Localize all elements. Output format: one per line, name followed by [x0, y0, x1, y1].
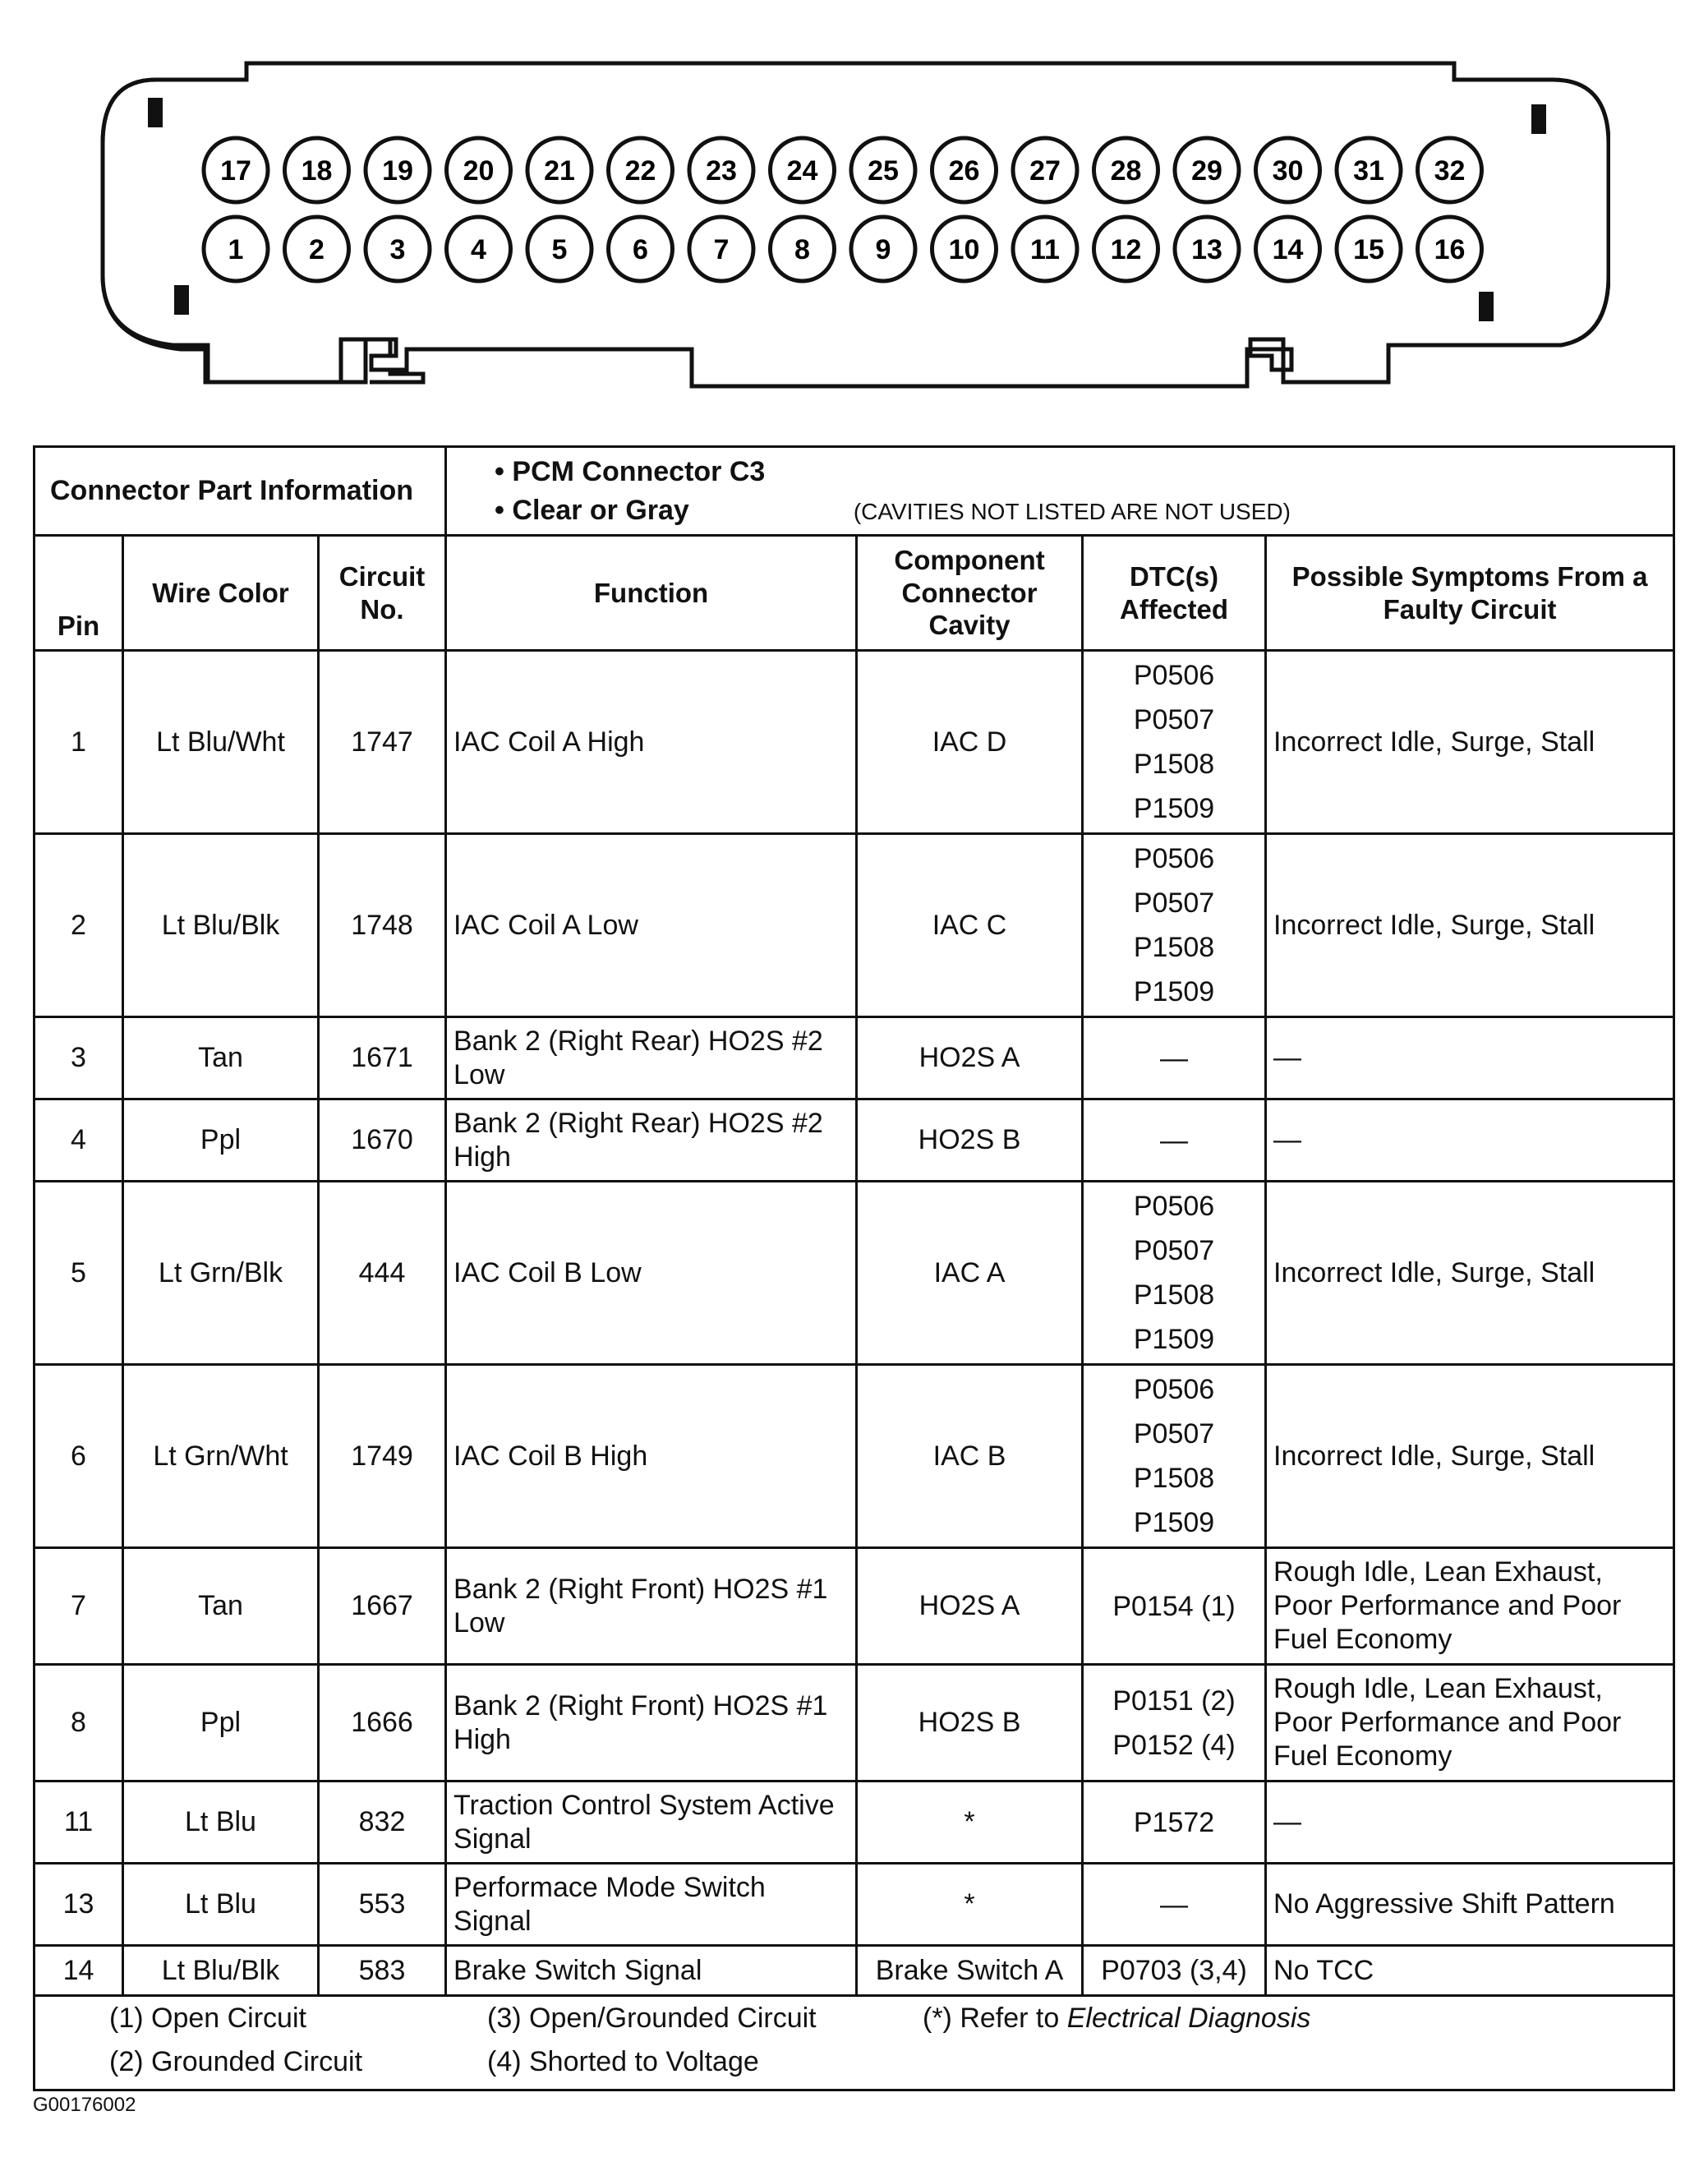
note-ref-italic: Electrical Diagnosis	[1066, 2003, 1311, 2034]
note-1: (1) Open Circuit	[109, 2003, 306, 2034]
circuit-cell: 1747	[319, 651, 446, 834]
cavity-cell: IAC B	[857, 1365, 1083, 1548]
pin-number: 12	[1110, 234, 1142, 265]
circuit-cell: 1667	[319, 1548, 446, 1665]
pin-number: 32	[1434, 155, 1466, 187]
table-row	[35, 1864, 1674, 1946]
part-info-label: Connector Part Information	[35, 447, 446, 536]
dtc-code: P0152 (4)	[1112, 1729, 1236, 1761]
unused-note: (CAVITIES NOT LISTED ARE NOT USED)	[853, 498, 1291, 524]
circuit-cell: 1666	[319, 1665, 446, 1782]
dtc-code: P0151 (2)	[1112, 1685, 1236, 1717]
pin-number: 3	[389, 234, 406, 265]
cavity-cell: HO2S A	[857, 1548, 1083, 1665]
cavity-cell: HO2S B	[857, 1099, 1083, 1182]
dtc-cell	[1083, 1782, 1266, 1864]
cavity-cell: IAC A	[857, 1182, 1083, 1365]
cavity-cell: *	[857, 1782, 1083, 1864]
dtc-cell	[1083, 834, 1266, 1017]
table-row	[35, 1665, 1674, 1782]
pin-cell: 11	[35, 1782, 123, 1864]
table-row	[35, 834, 1674, 1017]
dtc-cell	[1083, 1182, 1266, 1365]
wire-color-cell: Lt Grn/Blk	[123, 1182, 319, 1365]
function-cell: Bank 2 (Right Rear) HO2S #2 High	[446, 1099, 857, 1182]
table-row	[35, 1017, 1674, 1099]
symptoms-cell: Incorrect Idle, Surge, Stall	[1266, 651, 1674, 834]
latch-tab	[1531, 104, 1546, 134]
circuit-cell: 1670	[319, 1099, 446, 1182]
pin-cell: 3	[35, 1017, 123, 1099]
table-row	[35, 1946, 1674, 1996]
dtc-code: P0507	[1133, 1235, 1215, 1266]
cavity-cell: *	[857, 1864, 1083, 1946]
pin-number: 2	[309, 234, 325, 265]
pin-number: 5	[551, 234, 568, 265]
circuit-cell: 553	[319, 1864, 446, 1946]
function-cell: IAC Coil A Low	[446, 834, 857, 1017]
dtc-cell	[1083, 1864, 1266, 1946]
table-row	[35, 1182, 1674, 1365]
symptoms-cell: —	[1266, 1782, 1674, 1864]
symptoms-cell: —	[1266, 1099, 1674, 1182]
symptoms-cell: —	[1266, 1017, 1674, 1099]
wire-color-cell: Lt Blu	[123, 1782, 319, 1864]
dtc-cell	[1083, 651, 1266, 834]
dtc-code: P0506	[1133, 660, 1215, 691]
dtc-code: P1509	[1133, 976, 1215, 1007]
wire-color-cell: Lt Blu/Blk	[123, 1946, 319, 1996]
dtc-code: P0507	[1133, 887, 1215, 919]
wire-color-cell: Lt Grn/Wht	[123, 1365, 319, 1548]
dtc-code: P1508	[1133, 749, 1215, 780]
pin-cell: 6	[35, 1365, 123, 1548]
pin-number: 17	[220, 155, 251, 187]
table-row	[35, 1548, 1674, 1665]
dtc-cell	[1083, 1099, 1266, 1182]
circuit-cell: 444	[319, 1182, 446, 1365]
pin-number: 30	[1272, 155, 1304, 187]
note-ref-prefix: (*) Refer to	[923, 2003, 1067, 2034]
pin-number: 8	[794, 234, 810, 265]
dtc-code: P0507	[1133, 1418, 1215, 1450]
circuit-cell: 583	[319, 1946, 446, 1996]
dtc-code: —	[1160, 1124, 1189, 1156]
table-row	[35, 1365, 1674, 1548]
dtc-code: P0154 (1)	[1112, 1590, 1236, 1622]
pin-number: 21	[544, 155, 575, 187]
column-header-row	[35, 536, 1674, 651]
dtc-cell	[1083, 1365, 1266, 1548]
pin-cell: 1	[35, 651, 123, 834]
pin-cell: 7	[35, 1548, 123, 1665]
pin-number: 11	[1030, 234, 1060, 265]
dtc-code: P1509	[1133, 1507, 1215, 1538]
table-row	[35, 651, 1674, 834]
col-cavity: Component Connector Cavity	[857, 536, 1083, 651]
pin-number: 7	[713, 234, 730, 265]
function-cell: Performace Mode Switch Signal	[446, 1864, 857, 1946]
pin-number: 24	[786, 155, 818, 187]
function-cell: IAC Coil A High	[446, 651, 857, 834]
symptoms-cell: Rough Idle, Lean Exhaust, Poor Performance and Poor Fuel Economy	[1266, 1548, 1674, 1665]
notes-row	[35, 1996, 1674, 2090]
pin-number: 1	[228, 234, 244, 265]
circuit-cell: 1748	[319, 834, 446, 1017]
part-info-row	[35, 447, 1674, 536]
dtc-cell	[1083, 1548, 1266, 1665]
bullet-color: • Clear or Gray (CAVITIES NOT LISTED ARE NOT USED)	[495, 494, 1291, 526]
pin-number: 20	[463, 155, 495, 187]
dtc-code: —	[1160, 1888, 1189, 1920]
pin-number: 15	[1353, 234, 1384, 265]
dtc-code: P1508	[1133, 1279, 1215, 1311]
pin-cell: 13	[35, 1864, 123, 1946]
pin-number: 9	[875, 234, 891, 265]
wire-color-cell: Lt Blu/Blk	[123, 834, 319, 1017]
pin-number: 26	[948, 155, 980, 187]
dtc-cell	[1083, 1017, 1266, 1099]
function-cell: Bank 2 (Right Rear) HO2S #2 Low	[446, 1017, 857, 1099]
dtc-code: P1509	[1133, 793, 1215, 824]
pin-number: 31	[1353, 155, 1384, 187]
pin-number: 13	[1191, 234, 1222, 265]
figure-id: G00176002	[33, 2094, 136, 2116]
pin-number: 6	[633, 234, 648, 265]
wire-color-cell: Lt Blu/Wht	[123, 651, 319, 834]
cavity-cell: HO2S B	[857, 1665, 1083, 1782]
pin-number: 27	[1029, 155, 1061, 187]
dtc-code: P1508	[1133, 1463, 1215, 1494]
pin-number: 29	[1191, 155, 1222, 187]
pin-cell: 8	[35, 1665, 123, 1782]
symptoms-cell: No TCC	[1266, 1946, 1674, 1996]
table-row	[35, 1099, 1674, 1182]
connector-diagram	[82, 53, 1610, 399]
dtc-code: P0506	[1133, 843, 1215, 874]
table-row	[35, 1782, 1674, 1864]
pin-cell: 2	[35, 834, 123, 1017]
pin-rows	[35, 651, 1674, 1996]
pin-number: 25	[868, 155, 899, 187]
wire-color-cell: Tan	[123, 1017, 319, 1099]
dtc-cell	[1083, 1665, 1266, 1782]
col-symptoms: Possible Symptoms From a Faulty Circuit	[1266, 536, 1674, 651]
symptoms-cell: Incorrect Idle, Surge, Stall	[1266, 834, 1674, 1017]
bullet-text: PCM Connector C3	[512, 455, 766, 487]
function-cell: Brake Switch Signal	[446, 1946, 857, 1996]
pin-number: 10	[948, 234, 980, 265]
notes-cell	[35, 1996, 1674, 2090]
pin-number: 22	[624, 155, 656, 187]
pin-number: 19	[382, 155, 413, 187]
symptoms-cell: Rough Idle, Lean Exhaust, Poor Performance and Poor Fuel Economy	[1266, 1665, 1674, 1782]
dtc-code: P1509	[1133, 1324, 1215, 1355]
function-cell: IAC Coil B High	[446, 1365, 857, 1548]
pin-cell: 5	[35, 1182, 123, 1365]
symptoms-cell: Incorrect Idle, Surge, Stall	[1266, 1365, 1674, 1548]
pin-number: 28	[1110, 155, 1142, 187]
function-cell: Bank 2 (Right Front) HO2S #1 Low	[446, 1548, 857, 1665]
function-cell: Traction Control System Active Signal	[446, 1782, 857, 1864]
circuit-cell: 832	[319, 1782, 446, 1864]
pin-number: 16	[1434, 234, 1466, 265]
dtc-code: P1508	[1133, 932, 1215, 963]
circuit-cell: 1671	[319, 1017, 446, 1099]
note-ref	[923, 2002, 1498, 2035]
col-dtc: DTC(s) Affected	[1083, 536, 1266, 651]
wire-color-cell: Ppl	[123, 1665, 319, 1782]
cavity-cell: HO2S A	[857, 1017, 1083, 1099]
cavity-cell: Brake Switch A	[857, 1946, 1083, 1996]
pin-number: 14	[1272, 234, 1304, 265]
dtc-code: P1572	[1133, 1806, 1215, 1838]
col-circuit: Circuit No.	[319, 536, 446, 651]
dtc-code: P0703 (3,4)	[1101, 1955, 1247, 1986]
note-3: (3) Open/Grounded Circuit	[487, 2003, 817, 2034]
pin-number: 18	[301, 155, 333, 187]
pin-cell: 14	[35, 1946, 123, 1996]
latch-tab	[148, 98, 163, 127]
symptoms-cell: Incorrect Idle, Surge, Stall	[1266, 1182, 1674, 1365]
col-wire-color: Wire Color	[123, 536, 319, 651]
pin-table	[33, 445, 1675, 2091]
dtc-code: P0506	[1133, 1191, 1215, 1222]
cavity-cell: IAC D	[857, 651, 1083, 834]
dtc-cell	[1083, 1946, 1266, 1996]
pin-number: 23	[706, 155, 737, 187]
latch-tab	[1479, 292, 1494, 321]
part-info-details	[446, 447, 1674, 536]
bullet-connector: • PCM Connector C3	[495, 455, 766, 487]
function-cell: IAC Coil B Low	[446, 1182, 857, 1365]
wire-color-cell: Tan	[123, 1548, 319, 1665]
col-function: Function	[446, 536, 857, 651]
pin-cell: 4	[35, 1099, 123, 1182]
note-2: (2) Grounded Circuit	[109, 2045, 363, 2077]
latch-tab	[174, 285, 189, 315]
wire-color-cell: Ppl	[123, 1099, 319, 1182]
note-4: (4) Shorted to Voltage	[487, 2045, 759, 2077]
col-pin: Pin	[35, 536, 123, 651]
dtc-code: P0506	[1133, 1374, 1215, 1405]
wire-color-cell: Lt Blu	[123, 1864, 319, 1946]
function-cell: Bank 2 (Right Front) HO2S #1 High	[446, 1665, 857, 1782]
cavity-cell: IAC C	[857, 834, 1083, 1017]
pin-number: 4	[471, 234, 486, 265]
dtc-code: —	[1160, 1042, 1189, 1074]
bullet-text: Clear or Gray	[512, 494, 689, 526]
dtc-code: P0507	[1133, 704, 1215, 735]
circuit-cell: 1749	[319, 1365, 446, 1548]
symptoms-cell: No Aggressive Shift Pattern	[1266, 1864, 1674, 1946]
